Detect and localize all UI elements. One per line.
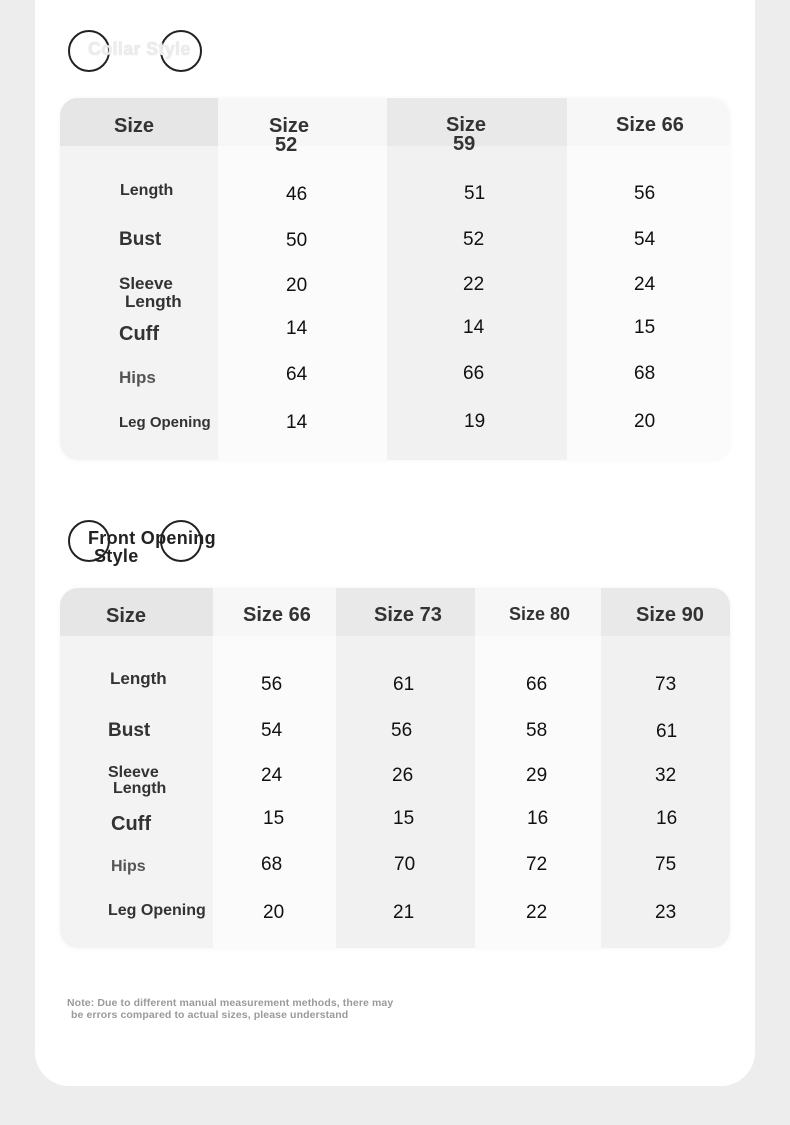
measurement-note: Note: Due to different manual measurement methods, there may be errors compared to actual sizes, please understand [67,997,394,1021]
row-label-bust: Bust [108,720,151,741]
cell: 24 [634,274,656,295]
row-label-cuff: Cuff [111,813,151,835]
cell: 15 [263,808,285,829]
cell: 15 [634,317,656,338]
cell: 56 [391,720,413,741]
cell: 54 [261,720,283,741]
row-label-sleeve-length: Sleeve Length [119,274,182,311]
cell: 68 [634,363,656,384]
cell: 52 [463,229,485,250]
section-title: Front Opening Style [88,528,216,566]
cell: 22 [526,902,548,923]
cell: 16 [527,808,549,829]
cell: 14 [463,317,485,338]
header-size-59: Size 59 [446,114,487,155]
cell: 26 [392,765,414,786]
cell: 51 [464,183,486,204]
cell: 56 [634,183,656,204]
header-size: Size [114,115,155,137]
cell: 24 [261,765,283,786]
cell: 15 [393,808,415,829]
cell: 23 [655,902,677,923]
header-size-66: Size 66 [243,604,311,626]
cell: 75 [655,854,677,875]
cell: 68 [261,854,283,875]
cell: 29 [526,765,548,786]
cell: 66 [463,363,485,384]
cell: 54 [634,229,656,250]
cell: 19 [464,411,486,432]
cell: 70 [394,854,416,875]
cell: 56 [261,674,283,695]
row-label-cuff: Cuff [119,323,159,345]
cell: 46 [286,184,308,205]
cell: 20 [634,411,656,432]
cell: 21 [393,902,415,923]
size-table-front-opening [60,588,730,948]
row-label-sleeve-length: Sleeve Length [108,764,167,797]
row-label-length: Length [120,182,174,199]
header-size-73: Size 73 [374,604,442,626]
cell: 14 [286,318,308,339]
front-opening-style-heading [68,520,268,566]
header-size-52: Size 52 [269,115,310,156]
cell: 61 [656,721,678,742]
collar-style-heading [68,30,268,76]
section-title: Collar Style [88,39,191,59]
cell: 32 [655,765,677,786]
header-size-90: Size 90 [636,604,704,626]
cell: 66 [526,674,548,695]
row-label-leg-opening: Leg Opening [108,902,206,919]
cell: 14 [286,412,308,433]
cell: 72 [526,854,548,875]
row-label-bust: Bust [119,229,162,250]
cell: 73 [655,674,677,695]
cell: 50 [286,230,308,251]
header-size-80: Size 80 [509,604,571,624]
cell: 20 [286,275,308,296]
size-table-collar [60,98,730,460]
row-label-hips: Hips [111,858,146,875]
cell: 16 [656,808,678,829]
cell: 22 [463,274,485,295]
header-size-66: Size 66 [616,114,684,136]
header-size: Size [106,605,147,627]
row-label-length: Length [110,669,167,688]
row-label-leg-opening: Leg Opening [119,414,211,431]
cell: 64 [286,364,308,385]
row-label-hips: Hips [119,368,156,387]
cell: 61 [393,674,415,695]
cell: 20 [263,902,285,923]
cell: 58 [526,720,548,741]
